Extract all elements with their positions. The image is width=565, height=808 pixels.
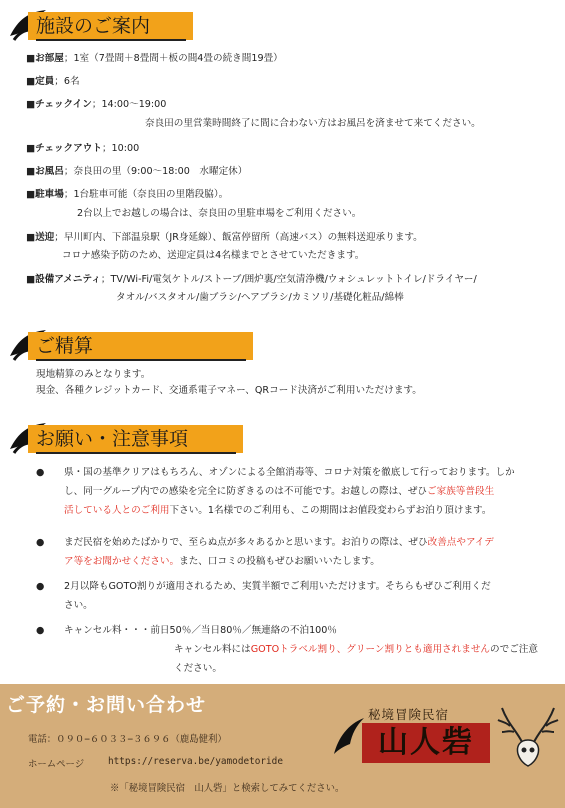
notice-item-3 bbox=[36, 577, 546, 617]
notice-line: 2月以降もGOTO割りが適用されるため、実質半額でご利用いただけます。そちらもぜひご利用くだ bbox=[64, 581, 491, 592]
info-value: ；10:00 bbox=[101, 143, 140, 154]
bath-info bbox=[26, 164, 247, 180]
info-label: ■定員 bbox=[26, 76, 55, 87]
shuttle-note: コロナ感染予防のため、送迎定員は4名様までとさせていただきます。 bbox=[62, 250, 365, 261]
payment-line-2: 現金、各種クレジットカード、交通系電子マネー、QRコード決済がご利用いただけます。 bbox=[36, 385, 422, 396]
section-title: ご精算 bbox=[36, 335, 94, 357]
checkin-note: 奈良田の里営業時間終了に間に合わない方はお風呂を済ませて来てください。 bbox=[145, 118, 481, 129]
notice-line bbox=[64, 552, 564, 571]
notice-text: また、口コミの投稿もぜひお願いいたします。 bbox=[179, 556, 380, 567]
info-label: ■駐車場 bbox=[26, 189, 64, 200]
logo-subtitle: 秘境冒険民宿 bbox=[368, 707, 450, 722]
info-label: ■チェックアウト bbox=[26, 143, 102, 154]
notice-highlight: 活している人とのご利用 bbox=[64, 505, 170, 516]
capacity-info bbox=[26, 74, 80, 90]
notice-line: キャンセル料・・・前日50％／当日80％／無連絡の不泊100％ bbox=[64, 625, 337, 636]
info-value: ；1台駐車可能（奈良田の里階段脇）。 bbox=[63, 189, 229, 200]
bullet-icon: ● bbox=[36, 625, 45, 636]
logo-name: 山人砦 bbox=[362, 723, 490, 763]
search-note: ※「秘境冒険民宿 山人砦」と検索してみてください。 bbox=[110, 783, 345, 794]
notice-item-2 bbox=[36, 533, 546, 573]
bullet-icon: ● bbox=[36, 467, 45, 478]
notice-line: 県・国の基準クリアはもちろん、オゾンによる全館消毒等、コロナ対策を徹底して行っております。しか bbox=[64, 467, 515, 478]
notice-line bbox=[64, 482, 564, 501]
section-underline bbox=[36, 452, 236, 454]
info-label: ■設備アメニティ bbox=[26, 274, 101, 285]
info-label: ■お部屋 bbox=[26, 53, 64, 64]
homepage-label: ホームページ bbox=[28, 759, 85, 770]
brush-stroke-icon bbox=[330, 714, 366, 758]
notice-highlight: ご家族等普段生 bbox=[427, 486, 495, 497]
section-title: お願い・注意事項 bbox=[36, 428, 189, 450]
notice-item-4 bbox=[36, 621, 546, 681]
payment-line-1: 現地精算のみとなります。 bbox=[36, 369, 151, 380]
notice-text: のでご注意 bbox=[490, 644, 538, 655]
notice-line bbox=[64, 640, 564, 659]
room-info bbox=[26, 51, 283, 67]
deer-skull-icon bbox=[496, 700, 560, 770]
notice-highlight: 改善点やアイデ bbox=[427, 537, 494, 548]
notice-line: ください。 bbox=[174, 663, 222, 674]
section-underline bbox=[36, 39, 186, 41]
info-label: ■お風呂 bbox=[26, 166, 64, 177]
section-title: 施設のご案内 bbox=[36, 15, 151, 37]
bullet-icon: ● bbox=[36, 581, 45, 592]
notice-highlight: GOTOトラベル割り、グリーン割りとも適用されません bbox=[250, 644, 491, 655]
info-value: ；14:00〜19:00 bbox=[91, 99, 167, 110]
contact-title: ご予約・お問い合わせ bbox=[6, 694, 207, 716]
info-value: ；早川町内、下部温泉駅（JR身延線）、飯富停留所（高速バス）の無料送迎承ります。 bbox=[54, 232, 423, 243]
bullet-icon: ● bbox=[36, 537, 45, 548]
homepage-link[interactable]: https://reserva.be/yamodetoride bbox=[108, 756, 283, 767]
notice-item-1 bbox=[36, 463, 546, 523]
parking-note: 2台以上でお越しの場合は、奈良田の里駐車場をご利用ください。 bbox=[77, 208, 362, 219]
section-underline bbox=[36, 359, 246, 361]
notice-text: キャンセル料には bbox=[174, 644, 251, 655]
info-label: ■送迎 bbox=[26, 232, 55, 243]
checkout-info bbox=[26, 141, 139, 157]
amenity-info-cont: タオル/バスタオル/歯ブラシ/ヘアブラシ/カミソリ/基礎化粧品/綿棒 bbox=[116, 292, 404, 303]
notice-text: し、同一グループ内での感染を完全に防ぎきるのは不可能です。お越しの際は、ぜひ bbox=[64, 486, 428, 497]
notice-highlight: ア等をお聞かせください。 bbox=[64, 556, 180, 567]
phone-number[interactable]: 電話：０９０−６０３３−３６９６（鹿島健利） bbox=[28, 734, 227, 745]
shuttle-info bbox=[26, 230, 423, 246]
info-value: ；1室（7畳間＋8畳間＋板の間4畳の続き間19畳） bbox=[63, 53, 283, 64]
info-value: ；奈良田の里（9:00〜18:00 水曜定休） bbox=[63, 166, 248, 177]
parking-info bbox=[26, 187, 228, 203]
amenity-info bbox=[26, 272, 477, 288]
info-value: ；TV/Wi-Fi/電気ケトル/ストーブ/囲炉裏/空気清浄機/ウォシュレットトイレ/ドライヤー/ bbox=[100, 274, 477, 285]
notice-text: まだ民宿を始めたばかりで、至らぬ点が多々あるかと思います。お泊りの際は、ぜひ bbox=[64, 537, 428, 548]
notice-line bbox=[64, 501, 564, 520]
checkin-info bbox=[26, 97, 166, 113]
notice-line bbox=[64, 533, 564, 552]
notice-text: 下さい。1名様でのご利用も、この期間はお値段変わらずお泊り頂けます。 bbox=[169, 505, 492, 516]
info-value: ；6名 bbox=[54, 76, 80, 87]
notice-line: さい。 bbox=[64, 600, 93, 611]
info-label: ■チェックイン bbox=[26, 99, 92, 110]
